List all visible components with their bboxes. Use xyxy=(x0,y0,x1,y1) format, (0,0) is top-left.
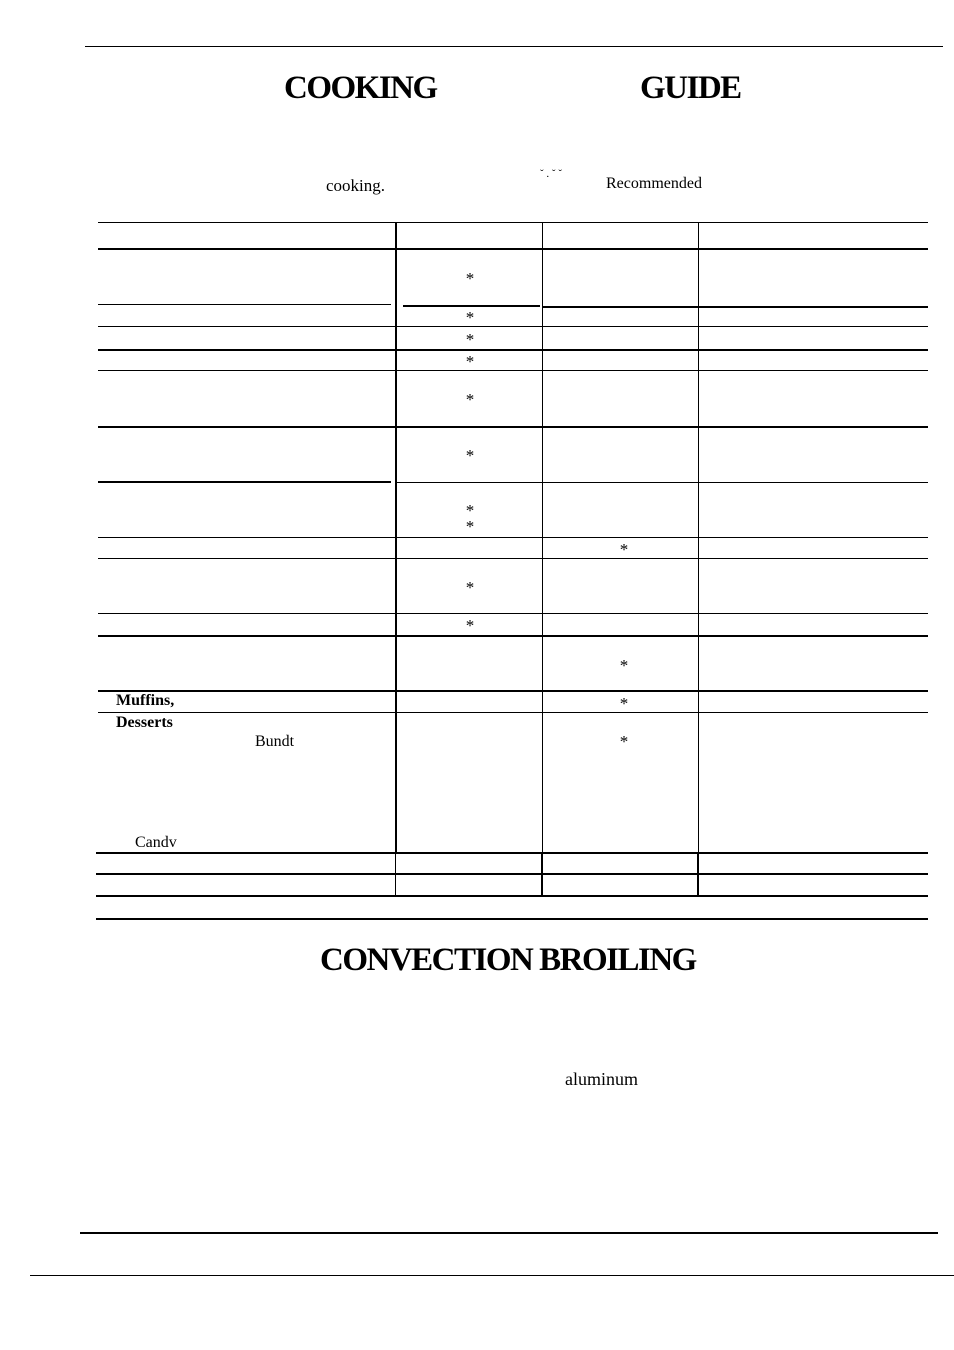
intro-recommended: Recommended xyxy=(606,175,702,192)
column-divider-footer xyxy=(541,852,543,895)
row-rule xyxy=(98,613,928,614)
intro-word-cooking: cooking. xyxy=(326,176,386,195)
row-rule xyxy=(403,305,540,307)
row-rule xyxy=(98,690,928,692)
row-label-bundt: Bundt xyxy=(255,733,295,750)
row-label-muffins: Muffins, xyxy=(116,692,175,709)
table-header-rule xyxy=(98,248,928,250)
row-rule xyxy=(542,306,928,308)
page-footer-rule xyxy=(30,1275,954,1276)
table-cell-star: * xyxy=(465,517,475,536)
row-rule xyxy=(98,558,928,559)
bottom-rule xyxy=(80,1232,938,1234)
column-divider-footer xyxy=(697,852,699,895)
row-rule xyxy=(98,326,928,327)
table-cell-star: * xyxy=(619,540,629,559)
row-rule xyxy=(98,370,928,371)
table-cell-star: * xyxy=(619,732,629,751)
section-title-convection-broiling: CONVECTION BROILING xyxy=(320,942,696,978)
column-divider-footer xyxy=(395,852,396,895)
table-cell-star: * xyxy=(465,501,475,520)
row-rule xyxy=(98,712,928,713)
table-cell-star: * xyxy=(465,308,475,327)
intro-marks: ˇ . ˇ ˇ xyxy=(540,168,562,180)
table-cell-star: * xyxy=(465,616,475,635)
page-title-cooking: COOKING xyxy=(284,70,437,106)
table-cell-star: * xyxy=(465,269,475,288)
row-rule xyxy=(98,537,928,538)
page-title-guide: GUIDE xyxy=(640,70,741,106)
table-cell-star: * xyxy=(465,330,475,349)
table-cell-star: * xyxy=(465,352,475,371)
table-cell-star: * xyxy=(465,446,475,465)
section-word-aluminum: aluminum xyxy=(565,1069,638,1089)
row-label-desserts: Desserts xyxy=(116,714,173,731)
row-rule xyxy=(96,852,928,854)
row-rule xyxy=(98,635,928,637)
table-cell-star: * xyxy=(465,390,475,409)
row-label-candy: Candv xyxy=(135,834,177,851)
section-rule xyxy=(96,918,928,920)
table-cell-star: * xyxy=(619,694,629,713)
table-bottom-rule xyxy=(96,895,928,897)
row-rule xyxy=(96,873,928,875)
table-top-rule xyxy=(98,222,928,223)
row-rule xyxy=(98,426,928,428)
table-cell-star: * xyxy=(465,578,475,597)
top-rule xyxy=(85,46,943,47)
row-rule xyxy=(395,482,928,483)
row-rule xyxy=(98,304,391,305)
table-cell-star: * xyxy=(619,656,629,675)
row-rule xyxy=(98,481,391,483)
row-rule xyxy=(98,349,928,351)
